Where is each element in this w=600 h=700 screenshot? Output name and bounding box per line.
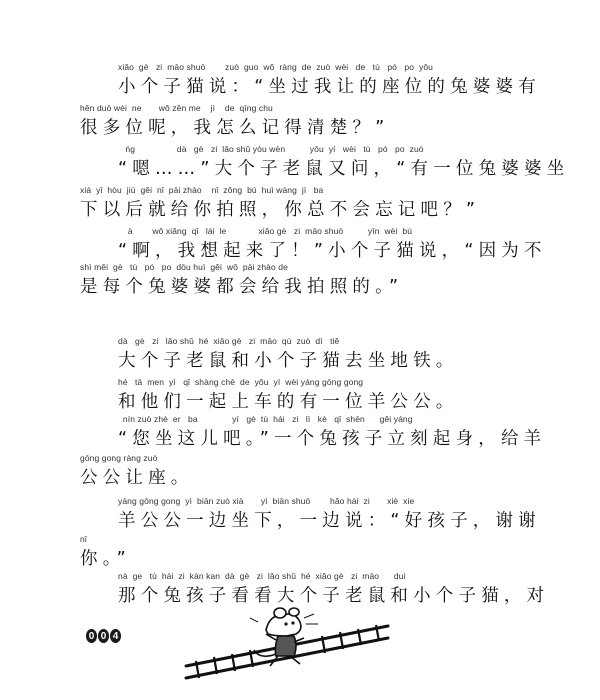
pinyin-2: hěn duō wèi ne wǒ zěn me jì de qīng chu <box>80 103 273 113</box>
pinyin-10: gōng gong ràng zuò <box>80 453 158 463</box>
hanzi-12: 你。” <box>80 549 131 569</box>
hanzi-7: 大个子老鼠和小个子猫去坐地铁。 <box>118 351 459 371</box>
pinyin-13: nà ge tù hái zi kàn kan dà gè zi lǎo shǔ hé xiǎo gè zi māo duì <box>118 571 407 581</box>
hanzi-13: 那个兔孩子看看大个子老鼠和小个子猫，对 <box>118 586 550 606</box>
pinyin-9: nín zuò zhè er ba yí gè tù hái zi lì kè qǐ shēn gěi yáng <box>118 414 413 424</box>
page-number-digit: 0 <box>98 629 109 643</box>
pinyin-3: ńg dà gè zi lǎo shǔ yòu wèn yǒu yí wèi tù pó po zuò <box>118 144 424 154</box>
hanzi-6: 是每个兔婆婆都会给我拍照的。” <box>80 277 404 297</box>
pinyin-7: dà gè zi lǎo shǔ hé xiǎo gè zi māo qù zuò dì tiě <box>118 336 340 346</box>
hanzi-2: 很多位呢，我怎么记得清楚？” <box>80 118 390 138</box>
mouse-running-on-track-icon <box>182 604 392 684</box>
hanzi-5: “啊，我想起来了！”小个子猫说，“因为不 <box>118 241 547 261</box>
pinyin-6: shì měi gè tù pó po dōu huì gěi wǒ pāi zhào de <box>80 262 288 272</box>
pinyin-4: xià yǐ hòu jiù gěi nǐ pāi zhào nǐ zǒng bú huì wàng jì ba <box>80 185 324 195</box>
hanzi-4: 下以后就给你拍照，你总不会忘记吧？” <box>80 200 481 220</box>
pinyin-12: nǐ <box>80 534 87 544</box>
hanzi-9: “您坐这儿吧。”一个兔孩子立刻起身，给羊 <box>118 429 547 449</box>
pinyin-5: à wǒ xiǎng qǐ lái le xiǎo gè zi māo shuō yīn wèi bú <box>118 226 413 236</box>
hanzi-10: 公公让座。 <box>80 468 194 488</box>
pinyin-11: yáng gōng gong yì biān zuò xià yì biān shuō hǎo hái zi xiè xie <box>118 496 415 506</box>
pinyin-1: xiǎo gè zi māo shuō zuò guo wǒ ràng de zuò wèi de tù pó po yǒu <box>118 62 433 72</box>
hanzi-8: 和他们一起上车的有一位羊公公。 <box>118 392 459 412</box>
page-number <box>86 629 121 643</box>
hanzi-3: “嗯……”大个子老鼠又问，“有一位兔婆婆坐 <box>118 159 570 179</box>
page-number-digit: 4 <box>110 629 121 643</box>
hanzi-11: 羊公公一边坐下，一边说：“好孩子，谢谢 <box>118 511 541 531</box>
hanzi-1: 小个子猫说：“坐过我让的座位的兔婆婆有 <box>118 77 541 97</box>
pinyin-8: hé tā men yì qǐ shàng chē de yǒu yí wèi yáng gōng gong <box>118 377 364 387</box>
page-number-digit: 0 <box>86 629 97 643</box>
